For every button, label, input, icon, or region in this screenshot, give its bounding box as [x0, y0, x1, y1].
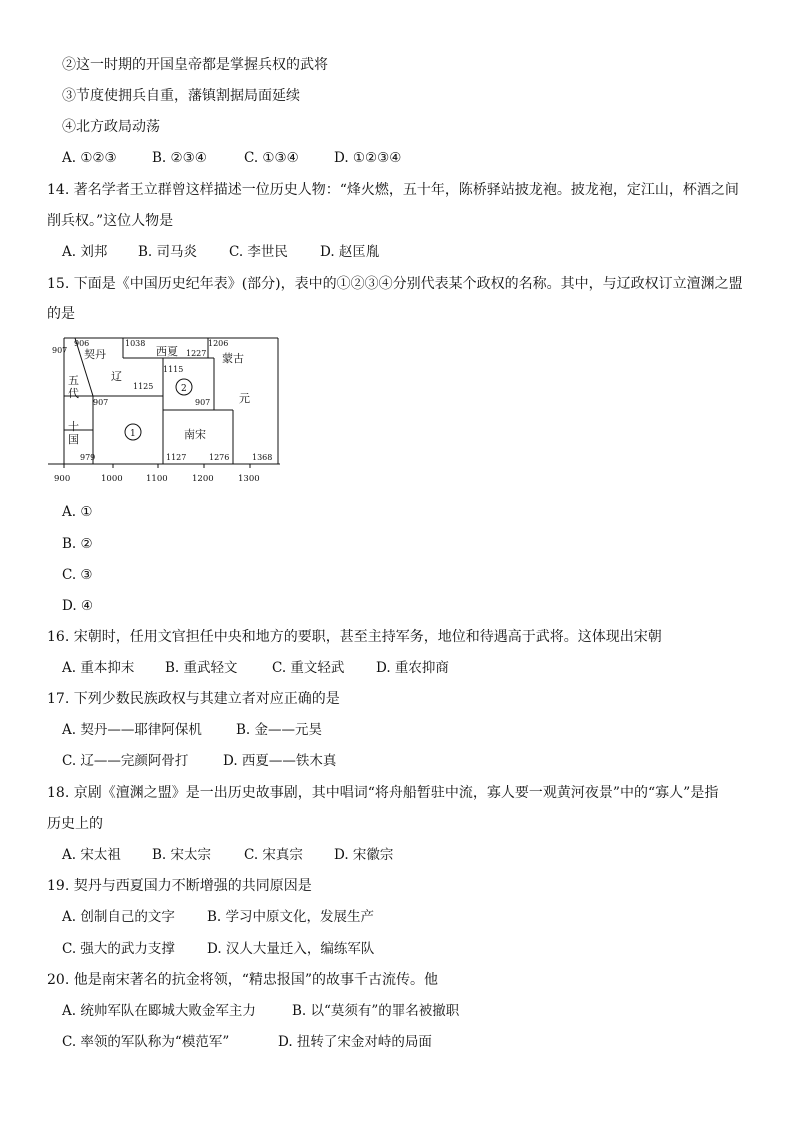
year-label-1227: 1227: [186, 349, 207, 358]
q19-option-a[interactable]: A. 创制自己的文字: [62, 909, 175, 925]
q15-option-c[interactable]: C. ③: [62, 567, 93, 583]
x-tick-1300: 1300: [238, 474, 260, 484]
svg-text:代: 代: [68, 387, 79, 400]
marker-1: [125, 424, 141, 440]
q18-stem-line2: 历史上的: [47, 816, 103, 832]
svg-text:国: 国: [68, 433, 79, 446]
q16-stem: 16. 宋朝时，任用文官担任中央和地方的要职，甚至主持军务，地位和待遇高于武将。这体现出宋朝: [47, 629, 662, 645]
q19-option-c[interactable]: C. 强大的武力支撑: [62, 941, 175, 957]
q13-option-c[interactable]: C. ①③④: [244, 150, 299, 166]
x-tick-900: 900: [54, 474, 71, 484]
q15-stem-line2: 的是: [47, 306, 75, 322]
chronology-table-svg: [44, 334, 284, 494]
q14-option-d[interactable]: D. 赵匡胤: [320, 244, 380, 260]
q17-option-b[interactable]: B. 金——元昊: [236, 722, 323, 738]
year-label-979: 979: [80, 453, 96, 462]
q15-option-a[interactable]: A. ①: [62, 504, 93, 520]
q13-item-4: ④北方政局动荡: [62, 119, 160, 135]
q18-option-b[interactable]: B. 宋太宗: [152, 847, 212, 863]
svg-text:1: 1: [130, 429, 136, 439]
q20-option-b[interactable]: B. 以“莫须有”的罪名被撤职: [292, 1003, 460, 1019]
year-label-1276: 1276: [209, 453, 230, 462]
q20-option-c[interactable]: C. 率领的军队称为“模范军”: [62, 1034, 230, 1050]
svg-text:十: 十: [68, 420, 79, 433]
year-label-907-b: 907: [93, 398, 109, 407]
q18-option-c[interactable]: C. 宋真宗: [244, 847, 303, 863]
region-label-liao: 辽: [111, 370, 122, 383]
q13-option-d[interactable]: D. ①②③④: [334, 150, 402, 166]
year-label-906: 906: [74, 339, 90, 348]
q17-option-c[interactable]: C. 辽——完颜阿骨打: [62, 753, 189, 769]
q13-item-2: ②这一时期的开国皇帝都是掌握兵权的武将: [62, 57, 328, 73]
q17-option-a[interactable]: A. 契丹——耶律阿保机: [62, 722, 202, 738]
q20-option-d[interactable]: D. 扭转了宋金对峙的局面: [278, 1034, 432, 1050]
q13-option-a[interactable]: A. ①②③: [62, 150, 117, 166]
q18-option-d[interactable]: D. 宋徽宗: [334, 847, 394, 863]
q13-option-b[interactable]: B. ②③④: [152, 150, 207, 166]
region-label-qidan: 契丹: [84, 348, 106, 361]
region-label-yuan: 元: [239, 392, 250, 405]
year-label-1206: 1206: [208, 339, 229, 348]
year-label-1115: 1115: [163, 365, 184, 374]
q18-stem-line1: 18. 京剧《澶渊之盟》是一出历史故事剧，其中唱词“将舟船暂驻中流，寡人要一观黄河夜景”中的“寡人”是指: [47, 785, 719, 801]
q15-stem-line1: 15. 下面是《中国历史纪年表》(部分)，表中的①②③④分别代表某个政权的名称。其中，与辽政权订立澶渊之盟: [47, 276, 743, 292]
region-label-wudai: [68, 374, 79, 400]
q20-stem: 20. 他是南宋著名的抗金将领，“精忠报国”的故事千古流传。他: [47, 972, 439, 988]
x-tick-1200: 1200: [192, 474, 214, 484]
chronology-table-figure: [44, 334, 284, 494]
q19-option-b[interactable]: B. 学习中原文化，发展生产: [207, 909, 375, 925]
year-label-907: 907: [52, 346, 68, 355]
svg-text:2: 2: [181, 384, 187, 394]
q20-option-a[interactable]: A. 统帅军队在郾城大败金军主力: [62, 1003, 256, 1019]
year-label-907-c: 907: [195, 398, 211, 407]
q14-option-a[interactable]: A. 刘邦: [62, 244, 108, 260]
region-label-nansong: 南宋: [184, 428, 206, 441]
year-label-1368: 1368: [252, 453, 273, 462]
region-label-menggu: 蒙古: [222, 352, 244, 365]
q17-option-d[interactable]: D. 西夏——铁木真: [223, 753, 337, 769]
q19-stem: 19. 契丹与西夏国力不断增强的共同原因是: [47, 878, 312, 894]
svg-text:五: 五: [68, 374, 79, 387]
q16-option-a[interactable]: A. 重本抑末: [62, 660, 135, 676]
year-label-1127: 1127: [166, 453, 187, 462]
q14-stem-line1: 14. 著名学者王立群曾这样描述一位历史人物：“烽火燃，五十年，陈桥驿站披龙袍。披龙袍，定江山，杯酒之间: [47, 182, 739, 198]
q15-option-d[interactable]: D. ④: [62, 598, 94, 614]
q16-option-c[interactable]: C. 重文轻武: [272, 660, 345, 676]
region-label-shiguo: [68, 419, 79, 446]
q19-option-d[interactable]: D. 汉人大量迁入，编练军队: [207, 941, 375, 957]
q18-option-a[interactable]: A. 宋太祖: [62, 847, 121, 863]
q17-stem: 17. 下列少数民族政权与其建立者对应正确的是: [47, 691, 340, 707]
year-label-1038: 1038: [125, 339, 146, 348]
q14-stem-line2: 削兵权。”这位人物是: [47, 213, 174, 229]
q15-option-b[interactable]: B. ②: [62, 536, 93, 552]
q14-option-c[interactable]: C. 李世民: [229, 244, 288, 260]
q14-option-b[interactable]: B. 司马炎: [138, 244, 198, 260]
q16-option-d[interactable]: D. 重农抑商: [376, 660, 449, 676]
q16-option-b[interactable]: B. 重武轻文: [165, 660, 238, 676]
marker-2: [176, 379, 192, 395]
region-label-xixia: 西夏: [156, 345, 178, 358]
q13-item-3: ③节度使拥兵自重，藩镇割据局面延续: [62, 88, 300, 104]
year-label-1125: 1125: [133, 382, 154, 391]
x-tick-1100: 1100: [146, 474, 168, 484]
x-tick-1000: 1000: [101, 474, 123, 484]
